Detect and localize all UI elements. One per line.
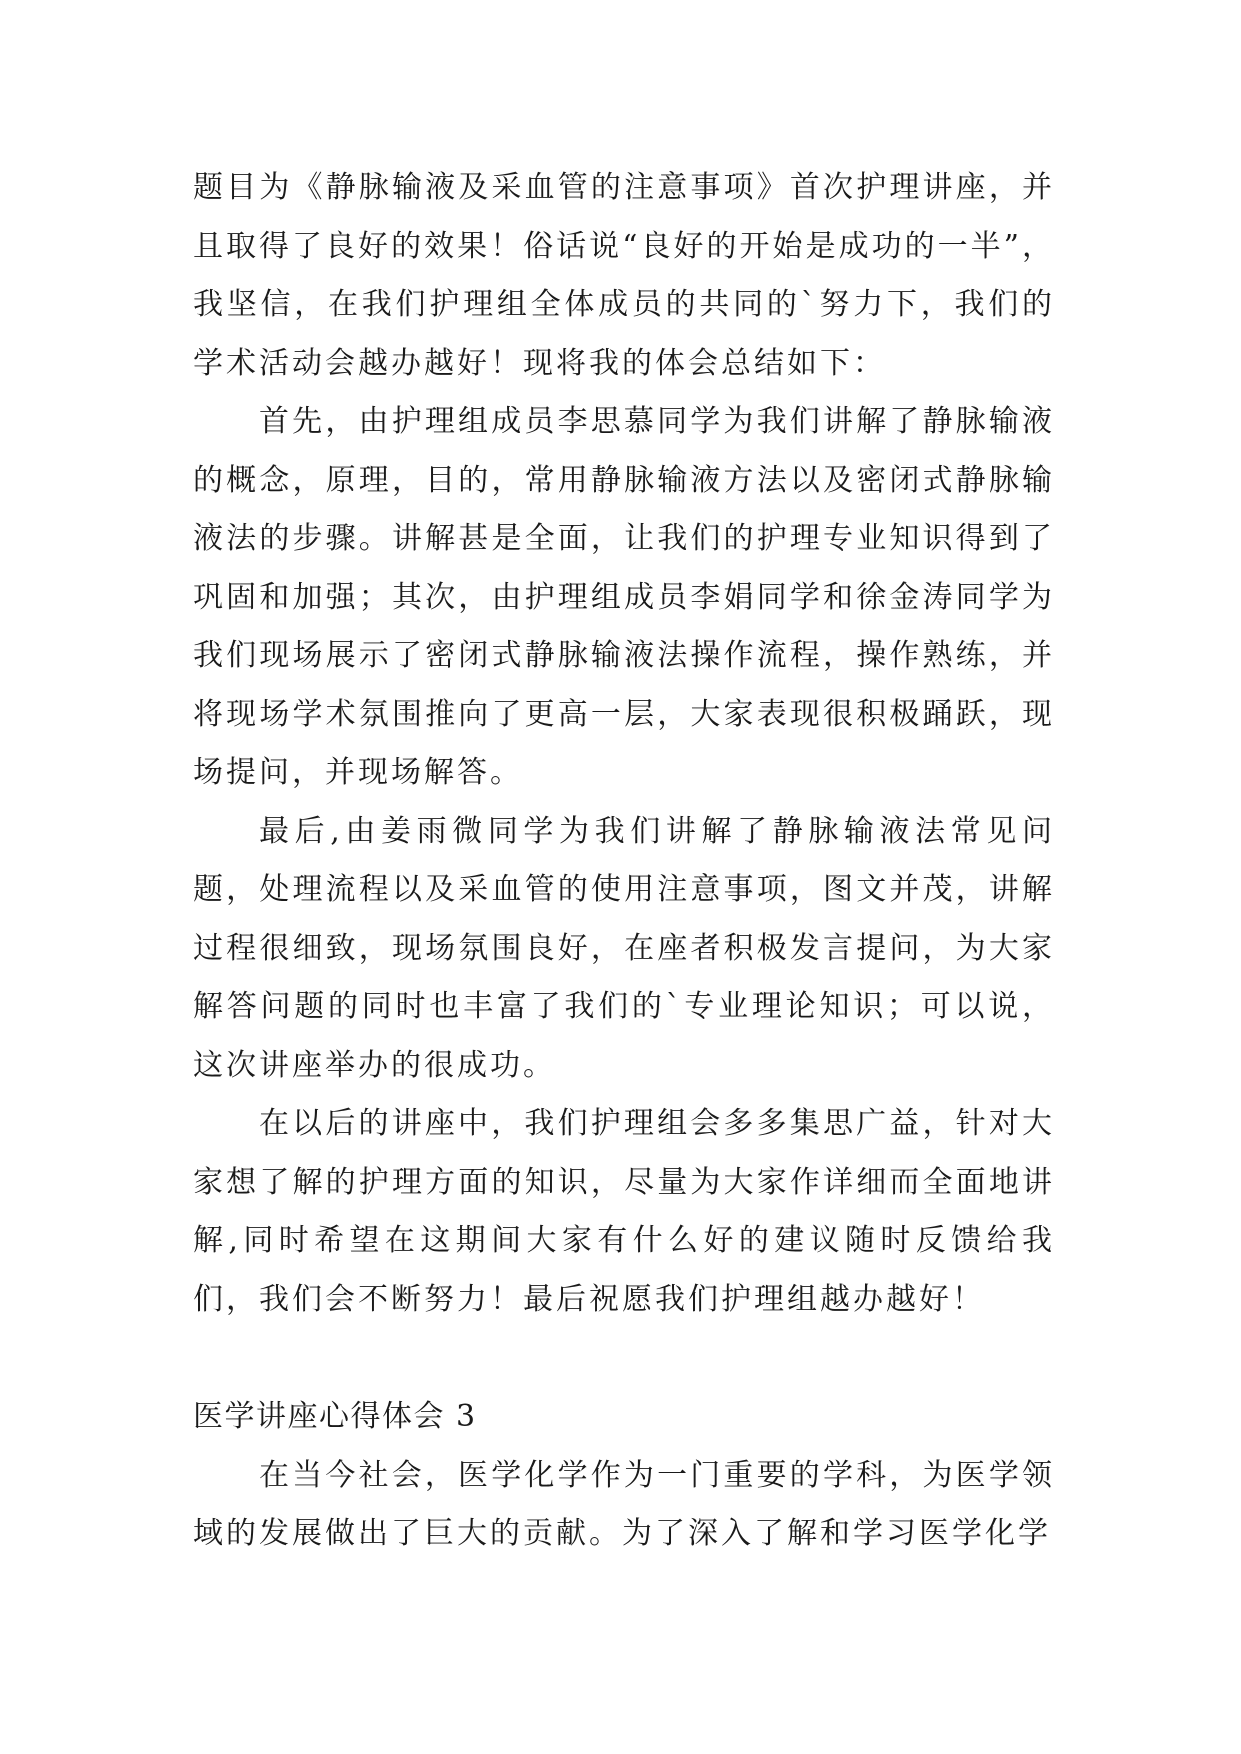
section-heading: 医学讲座心得体会 3 [193,1399,477,1434]
paragraph-intro: 题目为《静脉输液及采血管的注意事项》首次护理讲座，并且取得了良好的效果！俗话说“良好的开始是成功的一半”，我坚信，在我们护理组全体成员的共同的`努力下，我们的学术活动会越办越好！现将我的体会总结如下： [193,170,1055,381]
paragraph-future: 在以后的讲座中，我们护理组会多多集思广益，针对大家想了解的护理方面的知识，尽量为大家作详细而全面地讲解,同时希望在这期间大家有什么好的建议随时反馈给我们，我们会不断努力！最后祝愿我们护理组越办越好！ [193,1106,1055,1317]
paragraph-first: 首先，由护理组成员李思慕同学为我们讲解了静脉输液的概念，原理，目的，常用静脉输液方法以及密闭式静脉输液法的步骤。讲解甚是全面，让我们的护理专业知识得到了巩固和加强；其次，由护理组成员李娟同学和徐金涛同学为我们现场展示了密闭式静脉输液法操作流程，操作熟练，并将现场学术氛围推向了更高一层，大家表现很积极踊跃，现场提问，并现场解答。 [193,404,1055,790]
paragraph-last: 最后,由姜雨微同学为我们讲解了静脉输液法常见问题，处理流程以及采血管的使用注意事项，图文并茂，讲解过程很细致，现场氛围良好，在座者积极发言提问，为大家解答问题的同时也丰富了我们的`专业理论知识；可以说，这次讲座举办的很成功。 [193,813,1055,1083]
document-page [193,159,1055,1564]
paragraph-section-3: 在当今社会，医学化学作为一门重要的学科，为医学领域的发展做出了巨大的贡献。为了深入了解和学习医学化学 [193,1457,1055,1551]
